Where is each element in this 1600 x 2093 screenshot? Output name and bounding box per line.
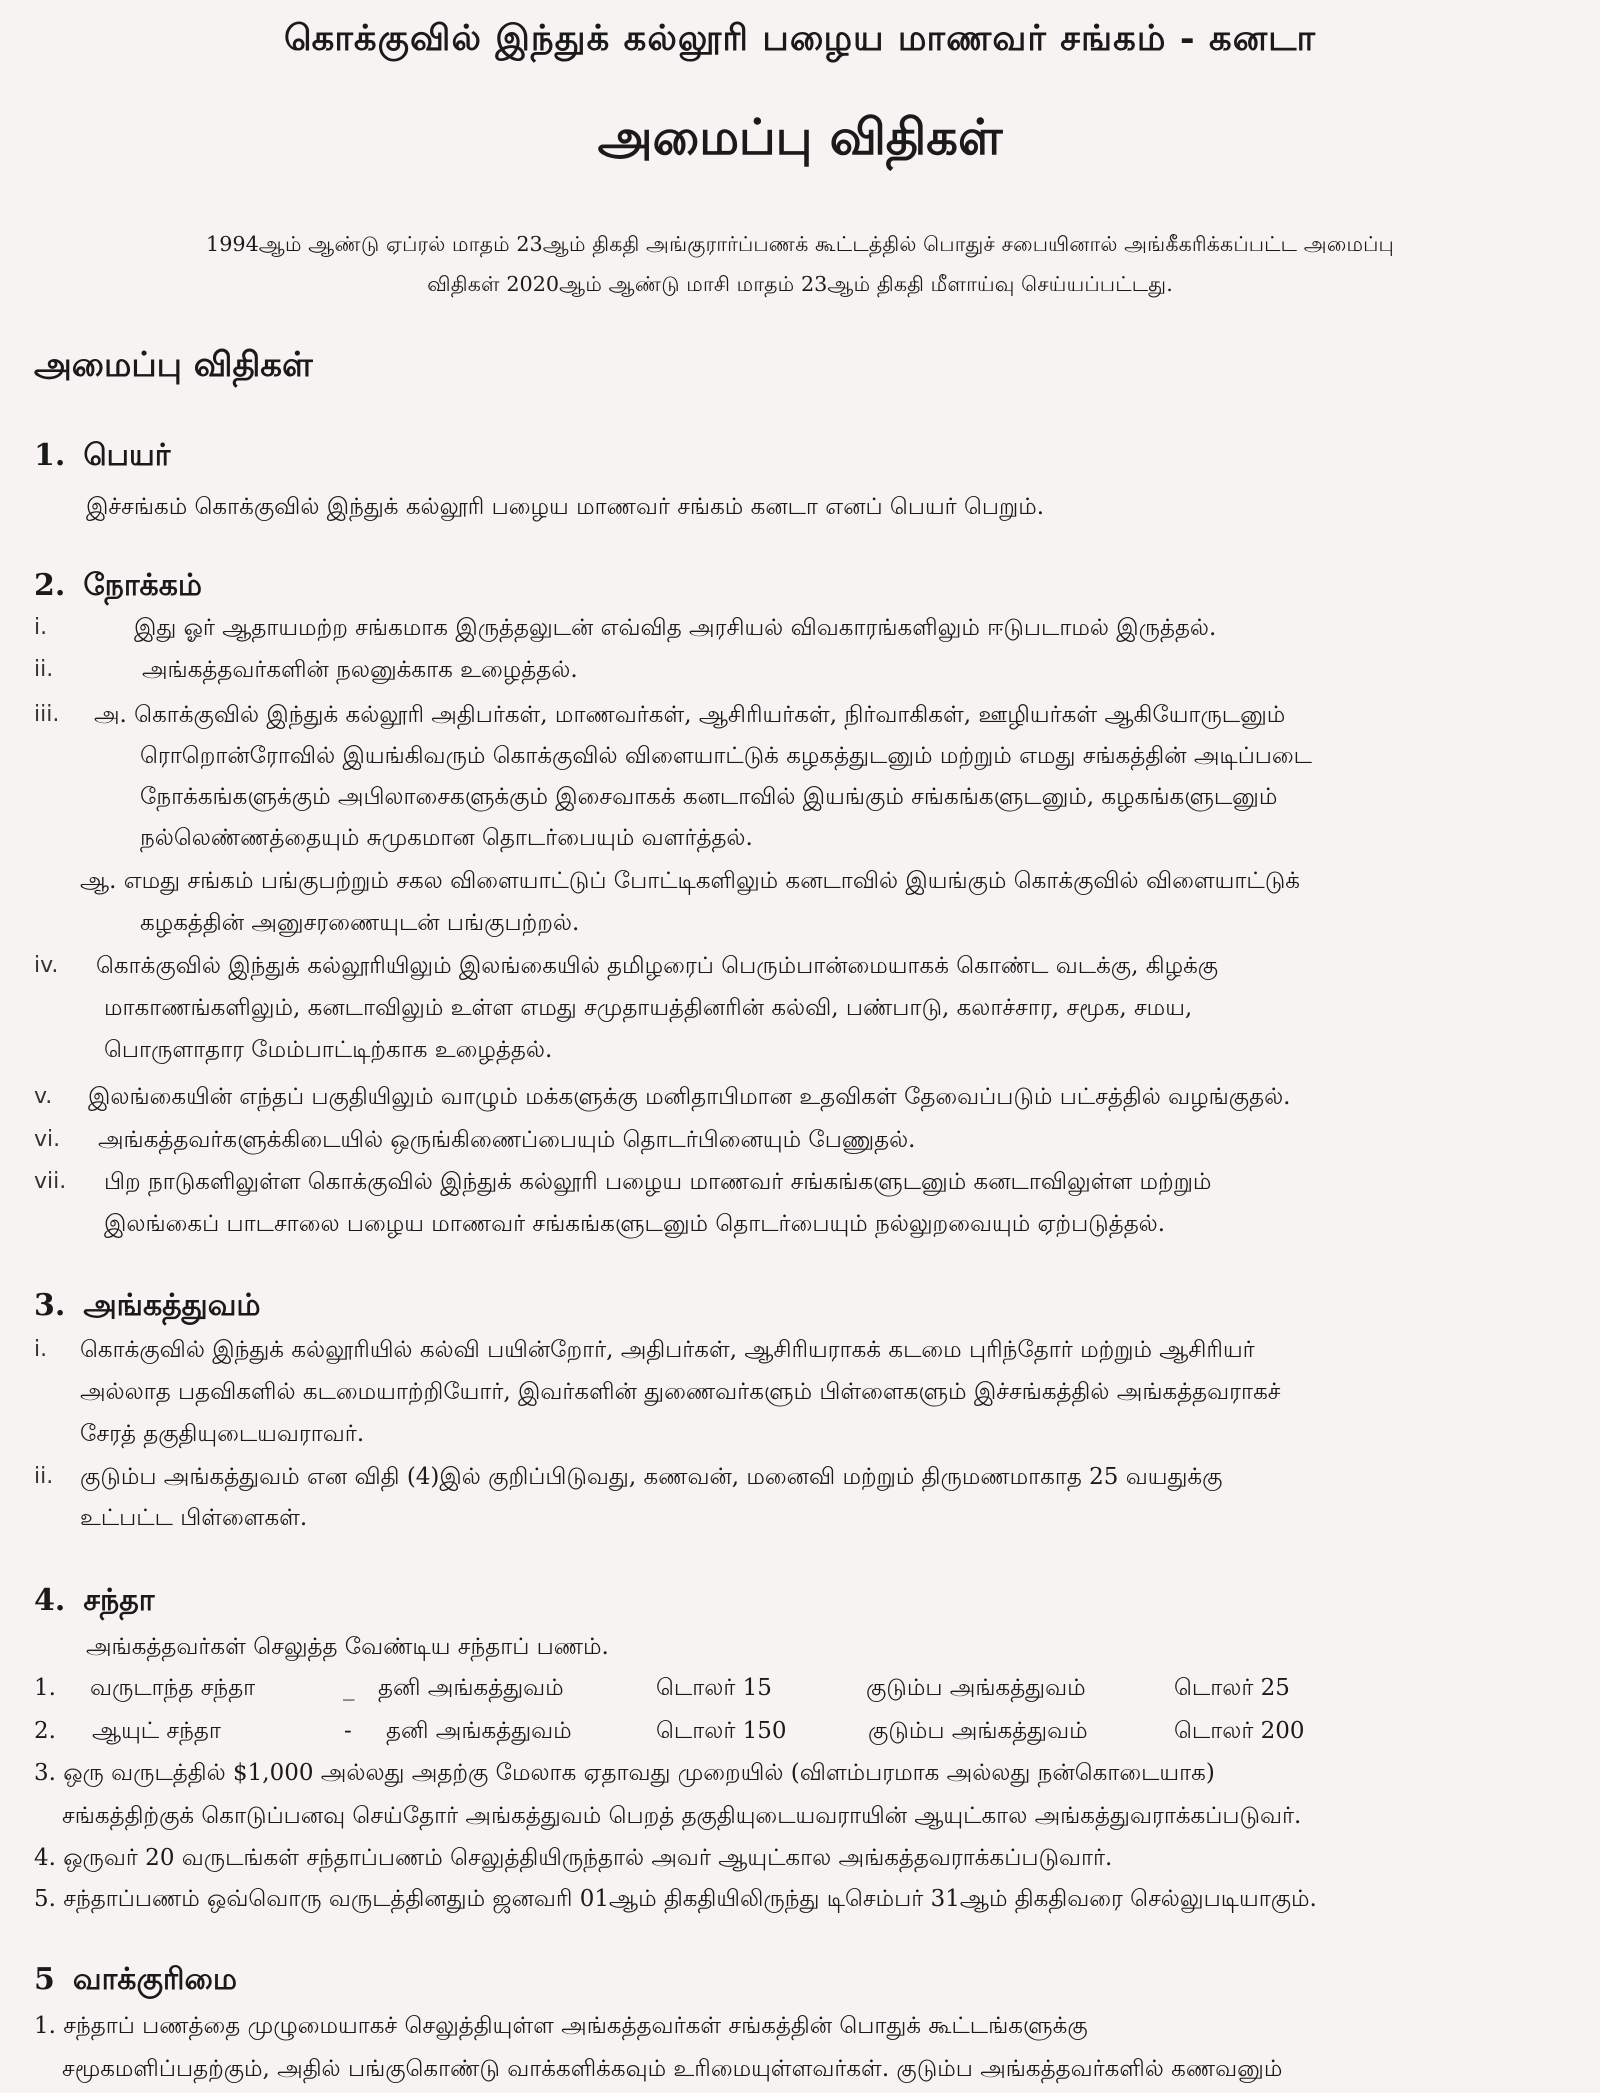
s2-item-vii-line2: இலங்கைப் பாடசாலை பழைய மாணவர் சங்கங்களுடனும் தொடர்பையும் நல்லுறவையும் ஏற்படுத்தல்.	[104, 1211, 1166, 1237]
s4-rule-3-line2: சங்கத்திற்குக் கொடுப்பனவு செய்தோர் அங்கத்துவம் பெறத் தகுதியுடையவராயின் ஆயுட்கால அங்கத்துவராக்கப்படுவர்.	[62, 1803, 1302, 1829]
list-marker: ii.	[34, 1464, 54, 1489]
section-number: 2.	[34, 568, 66, 603]
s2-item-vi: அங்கத்தவர்களுக்கிடையில் ஒருங்கிணைப்பையும் தொடர்பினையும் பேணுதல்.	[98, 1127, 916, 1153]
fee-row-name: வருடாந்த சந்தா	[90, 1675, 256, 1701]
section-number: 4.	[34, 1583, 66, 1618]
section-title: அங்கத்துவம்	[83, 1288, 261, 1323]
list-marker: vi.	[34, 1127, 61, 1152]
s2-item-i: இது ஓர் ஆதாயமற்ற சங்கமாக இருத்தலுடன் எவ்வித அரசியல் விவகாரங்களிலும் ஈடுபடாமல் இருத்தல்.	[134, 615, 1217, 641]
s2-item-v: இலங்கையின் எந்தப் பகுதியிலும் வாழும் மக்களுக்கு மனிதாபிமான உதவிகள் தேவைப்படும் பட்சத்தில் வழங்குதல்.	[88, 1084, 1291, 1110]
fee-row-separator: -	[344, 1718, 352, 1744]
section-2-heading	[34, 568, 202, 607]
s2-item-vii-line1: பிற நாடுகளிலுள்ள கொக்குவில் இந்துக் கல்லூரி பழைய மாணவர் சங்கங்களுடனும் கனடாவிலுள்ள மற்றும்	[104, 1169, 1212, 1195]
s3-item-i-line3: சேரத் தகுதியுடையவராவர்.	[80, 1421, 365, 1447]
fee-row-separator: _	[343, 1675, 355, 1701]
section-heading: அமைப்பு விதிகள்	[34, 345, 313, 385]
fee-row-number: 2.	[34, 1718, 56, 1744]
list-marker: v.	[34, 1084, 53, 1109]
s2-item-iii-a-line1: அ. கொக்குவில் இந்துக் கல்லூரி அதிபர்கள், மாணவர்கள், ஆசிரியர்கள், நிர்வாகிகள், ஊழியர்கள் ஆகியோருடனும்	[94, 702, 1286, 728]
section-title: பெயர்	[83, 438, 171, 473]
s2-item-iv-line1: கொக்குவில் இந்துக் கல்லூரியிலும் இலங்கையில் தமிழரைப் பெரும்பான்மையாகக் கொண்ட வடக்கு, கிழக்கு	[96, 953, 1219, 979]
organization-title: கொக்குவில் இந்துக் கல்லூரி பழைய மாணவர் சங்கம் - கனடா	[283, 18, 1317, 59]
fee-row-name: ஆயுட் சந்தா	[92, 1718, 221, 1744]
list-marker: ii.	[34, 657, 54, 682]
section-number: 1.	[34, 438, 66, 473]
fee-family-label: குடும்ப அங்கத்துவம்	[868, 1718, 1088, 1744]
fee-single-label: தனி அங்கத்துவம்	[386, 1718, 572, 1744]
list-marker: i.	[34, 615, 48, 640]
s2-item-iii-b-line1: ஆ. எமது சங்கம் பங்குபற்றும் சகல விளையாட்டுப் போட்டிகளிலும் கனடாவில் இயங்கும் கொக்குவில் விளையாட்டுக்	[80, 868, 1300, 894]
fee-family-amount: டொலர் 25	[1174, 1675, 1290, 1701]
s2-item-iii-b-line2: கழகத்தின் அனுசரணையுடன் பங்குபற்றல்.	[140, 910, 580, 936]
section-number: 3.	[34, 1288, 66, 1323]
s4-rule-5: 5. சந்தாப்பணம் ஒவ்வொரு வருடத்தினதும் ஜனவரி 01ஆம் திகதியிலிருந்து டிசெம்பர் 31ஆம் திகதிவரை செல்லுபடியாகும்.	[34, 1886, 1317, 1912]
section-title: வாக்குரிமை	[72, 1962, 238, 1997]
s3-item-ii-line1: குடும்ப அங்கத்துவம் என விதி (4)இல் குறிப்பிடுவது, கணவன், மனைவி மற்றும் திருமணமாகாத 25 வயதுக்கு	[80, 1464, 1223, 1490]
s2-item-iv-line3: பொருளாதார மேம்பாட்டிற்காக உழைத்தல்.	[104, 1037, 553, 1063]
fee-family-amount: டொலர் 200	[1174, 1718, 1305, 1744]
s4-rule-3-line1: 3. ஒரு வருடத்தில் $1,000 அல்லது அதற்கு மேலாக ஏதாவது முறையில் (விளம்பரமாக அல்லது நன்கொடையாக)	[34, 1760, 1215, 1786]
s2-item-ii: அங்கத்தவர்களின் நலனுக்காக உழைத்தல்.	[142, 657, 578, 683]
section-title: சந்தா	[83, 1583, 155, 1618]
section-3-heading	[34, 1288, 261, 1327]
section-4-heading	[34, 1583, 154, 1622]
s2-item-iv-line2: மாகாணங்களிலும், கனடாவிலும் உள்ள எமது சமுதாயத்தினரின் கல்வி, பண்பாடு, கலாச்சார, சமூக, சமய,	[104, 995, 1193, 1021]
s5-rule-1-line2: சமூகமளிப்பதற்கும், அதில் பங்குகொண்டு வாக்களிக்கவும் உரிமையுள்ளவர்கள். குடும்ப அங்கத்தவர்களில் கணவனும்	[62, 2056, 1283, 2082]
s2-item-iii-a-line4: நல்லெண்ணத்தையும் சுமுகமான தொடர்பையும் வளர்த்தல்.	[140, 825, 753, 851]
s1-line: இச்சங்கம் கொக்குவில் இந்துக் கல்லூரி பழைய மாணவர் சங்கம் கனடா எனப் பெயர் பெறும்.	[86, 494, 1045, 520]
section-1-heading	[34, 438, 170, 477]
fee-family-label: குடும்ப அங்கத்துவம்	[866, 1675, 1086, 1701]
s2-item-iii-a-line2: ரொறொன்ரோவில் இயங்கிவரும் கொக்குவில் விளையாட்டுக் கழகத்துடனும் மற்றும் எமது சங்கத்தின் அடிப்படை	[140, 743, 1312, 769]
list-marker: iii.	[34, 702, 60, 727]
section-number: 5	[34, 1962, 55, 1997]
section-5-heading	[34, 1962, 237, 2001]
s4-rule-4: 4. ஒருவர் 20 வருடங்கள் சந்தாப்பணம் செலுத்தியிருந்தால் அவர் ஆயுட்கால அங்கத்தவராக்கப்படுவார்.	[34, 1845, 1113, 1871]
s4-intro: அங்கத்தவர்கள் செலுத்த வேண்டிய சந்தாப் பணம்.	[86, 1634, 609, 1660]
list-marker: vii.	[34, 1169, 67, 1194]
s3-item-i-line2: அல்லாத பதவிகளில் கடமையாற்றியோர், இவர்களின் துணைவர்களும் பிள்ளைகளும் இச்சங்கத்தில் அங்கத்தவராகச்	[80, 1379, 1281, 1405]
intro-line-1: 1994ஆம் ஆண்டு ஏப்ரல் மாதம் 23ஆம் திகதி அங்குரார்ப்பணக் கூட்டத்தில் பொதுச் சபையினால் அங்கீகரிக்கப்பட்ட அமைப்பு	[206, 232, 1394, 256]
fee-single-amount: டொலர் 15	[656, 1675, 772, 1701]
s3-item-ii-line2: உட்பட்ட பிள்ளைகள்.	[80, 1505, 308, 1531]
document-title: அமைப்பு விதிகள்	[597, 108, 1003, 166]
intro-line-2: விதிகள் 2020ஆம் ஆண்டு மாசி மாதம் 23ஆம் திகதி மீளாய்வு செய்யப்பட்டது.	[427, 272, 1173, 296]
s2-item-iii-a-line3: நோக்கங்களுக்கும் அபிலாசைகளுக்கும் இசைவாகக் கனடாவில் இயங்கும் சங்கங்களுடனும், கழகங்களுடனும்	[140, 784, 1278, 810]
fee-single-amount: டொலர் 150	[656, 1718, 787, 1744]
section-title: நோக்கம்	[83, 568, 203, 603]
fee-single-label: தனி அங்கத்துவம்	[378, 1675, 564, 1701]
s3-item-i-line1: கொக்குவில் இந்துக் கல்லூரியில் கல்வி பயின்றோர், அதிபர்கள், ஆசிரியராகக் கடமை புரிந்தோர் மற்றும் ஆசிரியர்	[80, 1337, 1255, 1363]
fee-row-number: 1.	[34, 1675, 56, 1701]
s5-rule-1-line1: 1. சந்தாப் பணத்தை முழுமையாகச் செலுத்தியுள்ள அங்கத்தவர்கள் சங்கத்தின் பொதுக் கூட்டங்களுக்கு	[34, 2013, 1088, 2039]
list-marker: i.	[34, 1337, 48, 1362]
list-marker: iv.	[34, 953, 59, 978]
